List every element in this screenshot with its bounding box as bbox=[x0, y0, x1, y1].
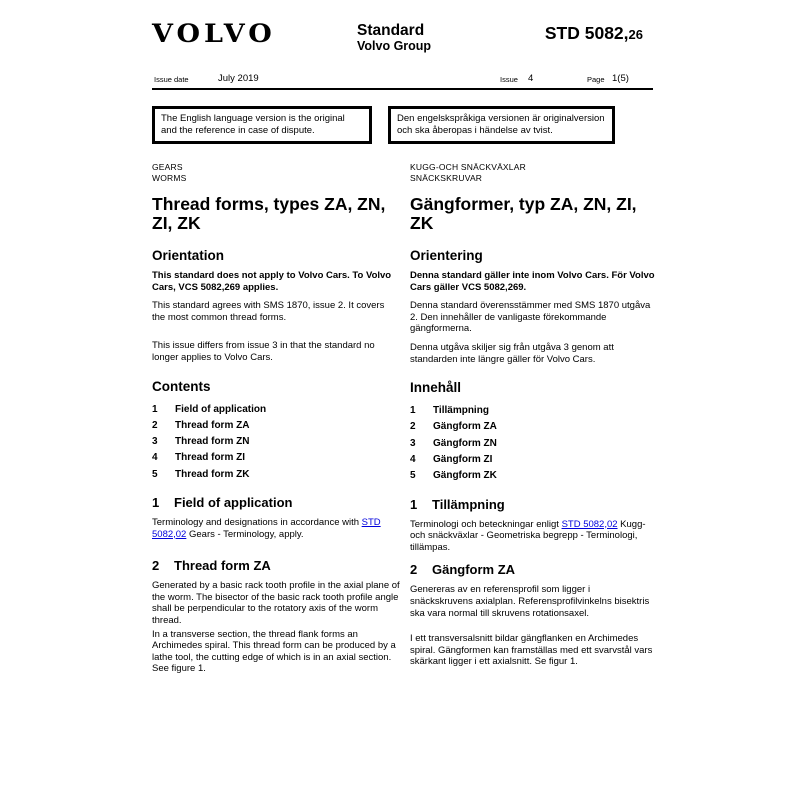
contents-item bbox=[410, 403, 655, 419]
contents-item-label: Thread form ZN bbox=[175, 436, 250, 448]
contents-list bbox=[410, 403, 655, 484]
page-value: 1(5) bbox=[612, 73, 629, 84]
orientation-paragraph-bold: Denna standard gäller inte inom Volvo Cars. För Volvo Cars gäller VCS 5082,269. bbox=[410, 270, 655, 293]
section-title: Thread form ZA bbox=[174, 558, 271, 574]
std-5082-02-link[interactable]: STD 5082,02 bbox=[152, 517, 381, 540]
contents-item bbox=[410, 419, 655, 435]
contents-heading: Contents bbox=[152, 378, 211, 394]
orientation-heading: Orientation bbox=[152, 248, 225, 263]
section-1-paragraph bbox=[152, 517, 400, 540]
section-2-heading bbox=[410, 562, 655, 577]
issue-date-label: Issue date bbox=[154, 75, 189, 84]
contents-item-number: 2 bbox=[152, 419, 158, 431]
contents-item-number: 1 bbox=[410, 405, 416, 417]
document-title: Gängformer, typ ZA, ZN, ZI, ZK bbox=[410, 194, 637, 233]
orientation-paragraph-2: Denna standard överensstämmer med SMS 1870 utgåva 2. Den innehåller de vanligaste förekommande gängformerna. bbox=[410, 300, 651, 335]
contents-item-label: Thread form ZA bbox=[175, 419, 250, 431]
contents-heading: Innehåll bbox=[410, 380, 462, 396]
section-2-paragraph-2: In a transverse section, the thread flank forms an Archimedes spiral. This thread form can be produced by a lathe tool, the cutting edge of which is in an axial section. See figure 1. bbox=[152, 628, 396, 675]
issue-value: 4 bbox=[528, 73, 534, 84]
contents-item-label: Gängform ZI bbox=[433, 454, 493, 466]
contents-item bbox=[152, 467, 400, 483]
section-number: 2 bbox=[410, 562, 418, 578]
contents-item-number: 5 bbox=[152, 468, 158, 480]
standard-document bbox=[152, 18, 655, 675]
standard-number-main: STD 5082, bbox=[544, 23, 629, 43]
header-divider bbox=[152, 88, 653, 90]
section-1-heading bbox=[152, 495, 400, 510]
contents-item-label: Tillämpning bbox=[433, 405, 489, 417]
contents-item-label: Gängform ZK bbox=[433, 470, 497, 482]
document-title: Thread forms, types ZA, ZN, ZI, ZK bbox=[152, 194, 386, 233]
contents-item-number: 3 bbox=[152, 436, 158, 448]
contents-item-number: 1 bbox=[152, 403, 158, 415]
issue-info-row bbox=[152, 72, 655, 86]
contents-item-label: Field of application bbox=[175, 403, 267, 415]
section-number: 2 bbox=[152, 558, 160, 574]
section-1-paragraph bbox=[410, 519, 655, 554]
orientation-paragraph-bold: This standard does not apply to Volvo Cars. To Volvo Cars, VCS 5082,269 applies. bbox=[152, 270, 392, 293]
section-2-paragraph-1: Generated by a basic rack tooth profile in the axial plane of the worm. The bisector of the basic rack tooth profile angle shall be perpendicular to the rotatory axis of the worm thread. bbox=[152, 580, 400, 627]
section-title: Gängform ZA bbox=[432, 562, 516, 578]
section-2-paragraph-1: Genereras av en referensprofil som ligger i snäckskruvens axialplan. Referensprofilvinkelns bisektris ska vara normal till skruvens rotationsaxel. bbox=[410, 584, 650, 619]
document-type: Standard bbox=[357, 22, 425, 39]
category-line-2: SNÄCKSKRUVAR bbox=[410, 172, 483, 183]
contents-item bbox=[152, 450, 400, 466]
document-body bbox=[152, 162, 655, 675]
category-line-1: KUGG-OCH SNÄCKVÄXLAR bbox=[410, 162, 526, 172]
section-2-heading bbox=[152, 558, 400, 573]
contents-item bbox=[410, 436, 655, 452]
standard-number-suffix: 26 bbox=[628, 27, 643, 42]
notice-box-swedish: Den engelskspråkiga versionen är originalversion och ska åberopas i händelse av tvist. bbox=[388, 106, 615, 144]
notice-box-english: The English language version is the original and the reference in case of dispute. bbox=[152, 106, 372, 144]
document-header bbox=[152, 18, 655, 88]
section-number: 1 bbox=[410, 496, 418, 512]
category-line-1: GEARS bbox=[152, 162, 183, 172]
section-1-heading bbox=[410, 497, 655, 512]
paragraph-text: Gears - Terminology, apply. bbox=[186, 528, 304, 540]
column-english bbox=[152, 162, 400, 675]
std-5082-02-link[interactable]: STD 5082,02 bbox=[561, 518, 618, 530]
contents-item bbox=[410, 452, 655, 468]
orientation-heading: Orientering bbox=[410, 248, 483, 263]
contents-item-number: 4 bbox=[410, 454, 416, 466]
contents-item bbox=[152, 402, 400, 418]
standard-number bbox=[545, 23, 643, 44]
section-title: Tillämpning bbox=[432, 496, 505, 512]
section-title: Field of application bbox=[174, 495, 293, 511]
contents-item-label: Gängform ZN bbox=[433, 437, 497, 449]
organization-name: Volvo Group bbox=[357, 39, 432, 53]
paragraph-text: Terminologi och beteckningar enligt bbox=[410, 518, 562, 530]
language-notices bbox=[152, 106, 655, 144]
contents-item-number: 2 bbox=[410, 421, 416, 433]
orientation-paragraph-3: This issue differs from issue 3 in that the standard no longer applies to Volvo Cars. bbox=[152, 340, 375, 363]
paragraph-text: Terminology and designations in accordance with bbox=[152, 517, 362, 529]
page-label: Page bbox=[587, 75, 605, 84]
contents-item-number: 3 bbox=[410, 437, 416, 449]
category-line-2: WORMS bbox=[152, 172, 187, 183]
contents-item-label: Gängform ZA bbox=[433, 421, 497, 433]
contents-item-number: 4 bbox=[152, 452, 158, 464]
contents-item bbox=[410, 468, 655, 484]
contents-item-label: Thread form ZK bbox=[175, 468, 250, 480]
contents-item bbox=[152, 418, 400, 434]
paragraph-text: Kugg- och snäckväxlar - Geometriska begrepp - Terminologi, tillämpas. bbox=[410, 518, 646, 553]
orientation-paragraph-3: Denna utgåva skiljer sig från utgåva 3 genom att standarden inte längre gäller för Volvo Cars. bbox=[410, 341, 614, 365]
issue-label: Issue bbox=[500, 75, 518, 84]
section-number: 1 bbox=[152, 495, 160, 511]
column-swedish bbox=[410, 162, 655, 675]
contents-item bbox=[152, 434, 400, 450]
section-2-paragraph-2: I ett transversalsnitt bildar gängflanken en Archimedes spiral. Gängformen kan framställas med ett svarvstål vars skärkant ligger i ett axialsnitt. Se figur 1. bbox=[410, 633, 653, 668]
contents-item-number: 5 bbox=[410, 470, 416, 482]
document-type-block bbox=[357, 22, 431, 54]
contents-list bbox=[152, 402, 400, 483]
contents-item-label: Thread form ZI bbox=[175, 452, 246, 464]
volvo-logo: VOLVO bbox=[152, 20, 276, 49]
orientation-paragraph-2: This standard agrees with SMS 1870, issue 2. It covers the most common thread forms. bbox=[152, 300, 385, 323]
issue-date-value: July 2019 bbox=[218, 73, 259, 84]
